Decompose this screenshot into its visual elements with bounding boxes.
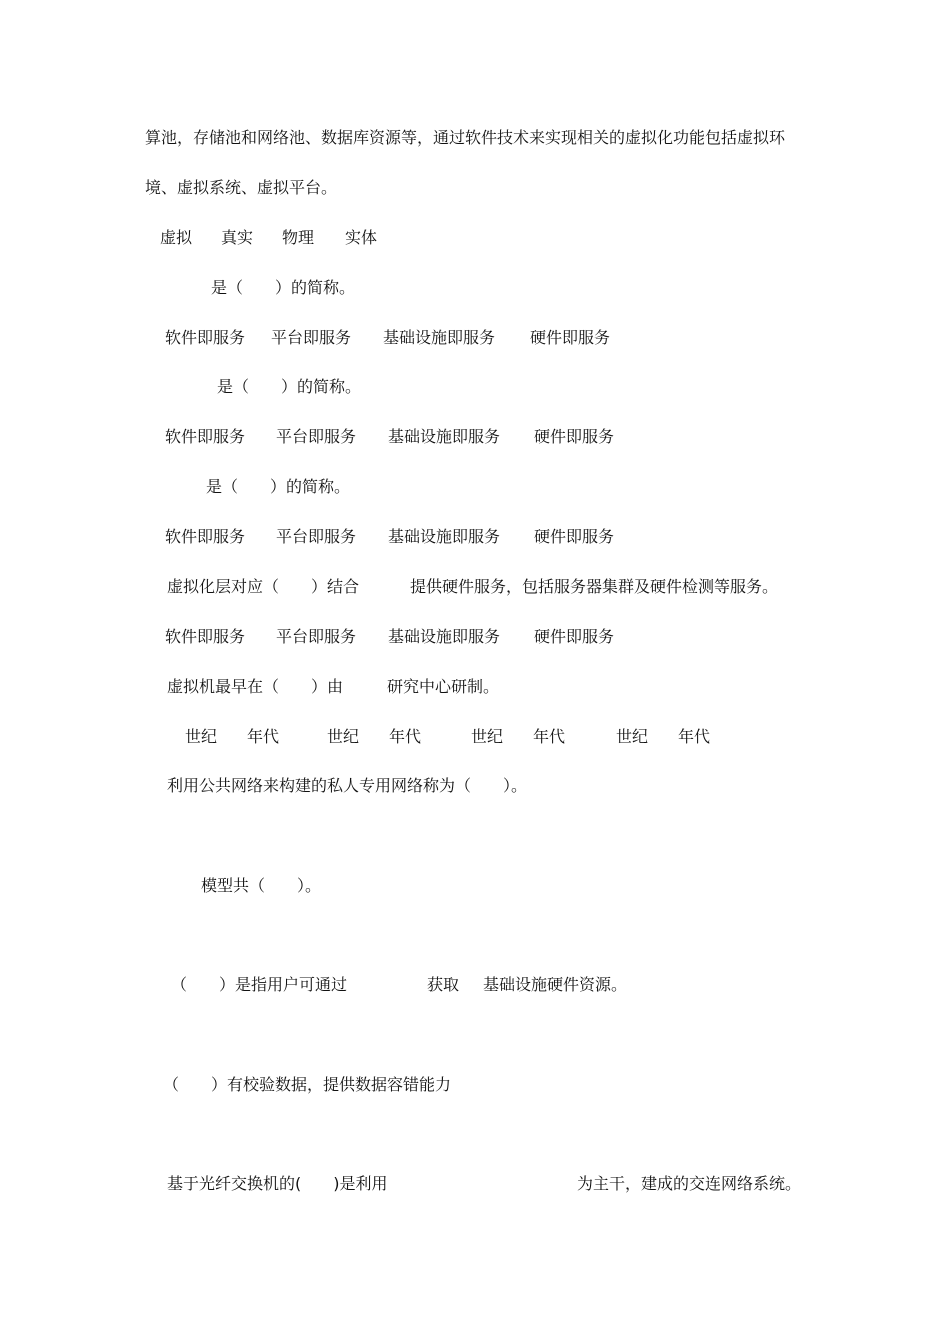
option-b: 平台即服务: [276, 527, 357, 546]
option-a-decade: 年代: [247, 727, 280, 746]
option-b: 平台即服务: [271, 328, 352, 347]
option-c-century: 世纪: [471, 727, 504, 746]
option-b-decade: 年代: [389, 727, 422, 746]
option-a-century: 世纪: [185, 727, 218, 746]
q6-stem-part-2: 研究中心研制。: [387, 677, 500, 696]
option-c: 基础设施即服务: [388, 627, 501, 646]
option-c: 基础设施即服务: [388, 527, 501, 546]
option-d: 硬件即服务: [534, 527, 615, 546]
option-c: 基础设施即服务: [388, 427, 501, 446]
q3-stem: 是（ ）的简称。: [217, 377, 362, 396]
option-b-century: 世纪: [327, 727, 360, 746]
option-d: 硬件即服务: [530, 328, 611, 347]
intro-line-1: 算池，存储池和网络池、数据库资源等，通过软件技术来实现相关的虚拟化功能包括虚拟环: [145, 128, 786, 147]
q9-stem-part-3: 基础设施硬件资源。: [483, 975, 628, 994]
option-d: 硬件即服务: [534, 627, 615, 646]
intro-line-2: 境、虚拟系统、虚拟平台。: [145, 178, 338, 197]
option-a: 软件即服务: [165, 527, 246, 546]
q10-stem: （ ）有校验数据，提供数据容错能力: [163, 1075, 452, 1094]
q6-stem-part-1: 虚拟机最早在（ ）由: [167, 677, 344, 696]
option-c: 物理: [282, 228, 315, 247]
option-c-decade: 年代: [533, 727, 566, 746]
option-a: 软件即服务: [165, 627, 246, 646]
option-d-century: 世纪: [616, 727, 649, 746]
q5-stem-part-1: 虚拟化层对应（ ）结合: [167, 577, 360, 596]
option-d: 实体: [345, 228, 378, 247]
option-b: 平台即服务: [276, 627, 357, 646]
option-a: 虚拟: [160, 228, 193, 247]
q11-stem-part-1: 基于光纤交换机的( )是利用: [167, 1174, 388, 1193]
option-c: 基础设施即服务: [383, 328, 496, 347]
q8-stem: 模型共（ ）。: [201, 876, 322, 895]
option-a: 软件即服务: [165, 328, 246, 347]
q4-stem: 是（ ）的简称。: [206, 477, 351, 496]
option-d: 硬件即服务: [534, 427, 615, 446]
option-b: 真实: [221, 228, 254, 247]
option-a: 软件即服务: [165, 427, 246, 446]
q5-stem-part-2: 提供硬件服务，包括服务器集群及硬件检测等服务。: [410, 577, 779, 596]
q9-stem-part-1: （ ）是指用户可通过: [171, 975, 348, 994]
q2-stem: 是（ ）的简称。: [211, 278, 356, 297]
option-b: 平台即服务: [276, 427, 357, 446]
q9-stem-part-2: 获取: [427, 975, 460, 994]
q11-stem-part-2: 为主干，建成的交连网络系统。: [577, 1174, 802, 1193]
option-d-decade: 年代: [678, 727, 711, 746]
q7-stem: 利用公共网络来构建的私人专用网络称为（ ）。: [167, 776, 528, 795]
